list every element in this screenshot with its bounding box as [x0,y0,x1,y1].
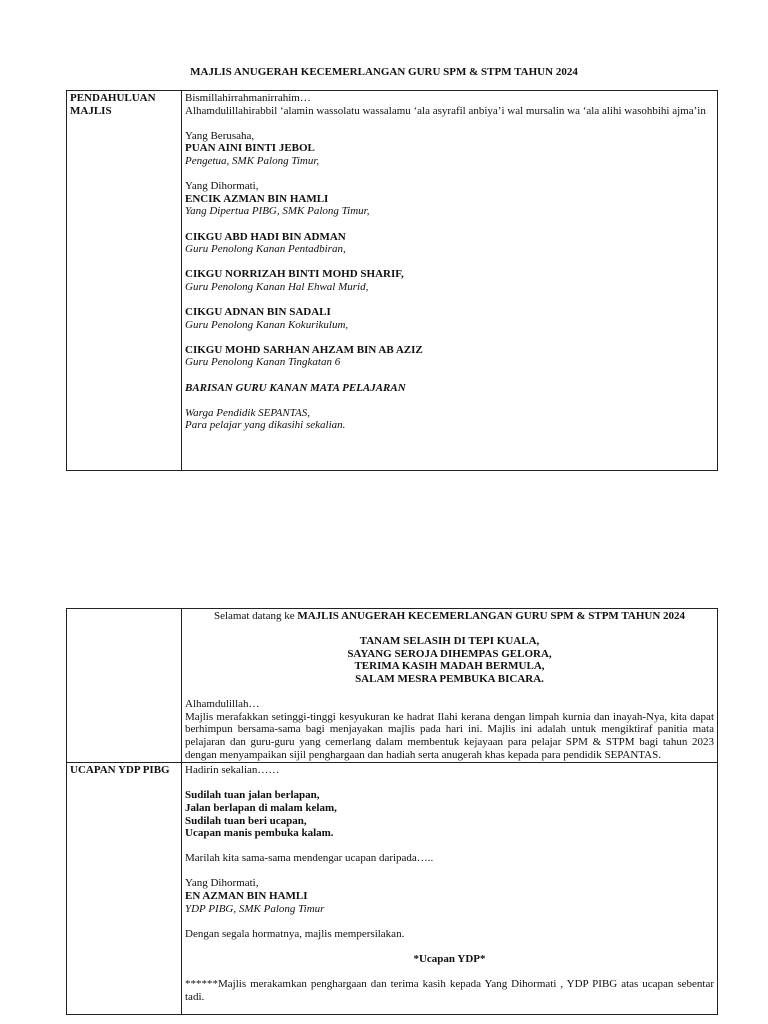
greeting-name: CIKGU MOHD SARHAN AHZAM BIN AB AZIZ [185,343,423,356]
hadirin-line: Hadirin sekalian…… [185,764,280,777]
pantun-line: Sudilah tuan jalan berlapan, [185,789,320,802]
pantun-line: TERIMA KASIH MADAH BERMULA, [354,660,545,673]
greeting-role: Guru Penolong Kanan Hal Ehwal Murid, [185,280,369,293]
opening-alhamdulillah: Alhamdulillahirabbil ‘alamin wassolatu wassalamu ‘ala asyrafil anbiya’i wal mursalin wa ‘ala alihi wasohbihi ajma’in [185,104,706,117]
invite-line: Marilah kita sama-sama mendengar ucapan daripada….. [185,852,434,865]
welcome-line [185,610,714,623]
section-label-empty [67,609,182,763]
greeting-role: Guru Penolong Kanan Kokurikulum, [185,318,349,331]
greeting-name: PUAN AINI BINTI JEBOL [185,142,315,155]
section-content-ucapan [182,763,718,1015]
greeting-prefix: Yang Dihormati, [185,180,259,193]
section-content-pendahuluan [182,91,718,471]
alhamdulillah-line: Alhamdulillah… [185,698,260,711]
pantun-line: TANAM SELASIH DI TEPI KUALA, [359,635,540,648]
pantun-line: Ucapan manis pembuka kalam. [185,827,334,840]
section-label-ucapan: UCAPAN YDP PIBG [67,763,182,1015]
document-title: MAJLIS ANUGERAH KECEMERLANGAN GURU SPM & STPM TAHUN 2024 [190,66,578,78]
section-label-pendahuluan: PENDAHULUAN MAJLIS [67,91,182,471]
ucapan-marker: *Ucapan YDP* [413,953,486,966]
greeting-pelajar: Para pelajar yang dikasihi sekalian. [185,419,346,432]
section-pendahuluan-table [66,90,718,471]
speaker-prefix: Yang Dihormati, [185,877,259,890]
opening-bismillah: Bismillahirrahmanirrahim… [185,92,311,104]
pantun-line: Jalan berlapan di malam kelam, [185,801,337,814]
greeting-prefix: Yang Berusaha, [185,129,255,142]
greeting-role: Yang Dipertua PIBG, SMK Palong Timur, [185,205,370,218]
speaker-name: EN AZMAN BIN HAMLI [185,890,308,903]
welcome-paragraph: Majlis merafakkan setinggi-tinggi kesyukuran ke hadrat Ilahi kerana dengan limpah kurnia dan inayah-Nya, kita dapat berhimpun bersama-sama bagi menjayakan majlis pada hari ini. Majlis ini adalah untuk mengiktiraf panitia mata pelajaran dan guru-guru yang cemerlang dalam membentuk kejayaan para pelajar SPM & STPM bagi tahun 2023 dengan menyampaikan sijil penghargaan dan hadiah serta anugerah khas kepada para pendidik SEPANTAS. [185,710,714,761]
greeting-role: Pengetua, SMK Palong Timur, [185,154,320,167]
closing-line: ******Majlis merakamkan penghargaan dan terima kasih kepada Yang Dihormati , YDP PIBG atas ucapan sebentar tadi. [185,978,714,1003]
greeting-name: CIKGU NORRIZAH BINTI MOHD SHARIF, [185,268,404,281]
greeting-warga: Warga Pendidik SEPANTAS, [185,406,310,419]
pantun-line: SAYANG SEROJA DIHEMPAS GELORA, [347,647,552,660]
welcome-event: MAJLIS ANUGERAH KECEMERLANGAN GURU SPM & STPM TAHUN 2024 [297,610,686,622]
greeting-name: CIKGU ABD HADI BIN ADMAN [185,230,346,243]
welcome-prefix: Selamat datang ke [213,610,298,622]
greeting-barisan: BARISAN GURU KANAN MATA PELAJARAN [185,381,406,394]
greeting-role: Guru Penolong Kanan Pentadbiran, [185,243,346,256]
section-content-welcome [182,609,718,763]
section-ucapan-table [66,608,718,1015]
pantun-line: SALAM MESRA PEMBUKA BICARA. [355,672,544,685]
speaker-role: YDP PIBG, SMK Palong Timur [185,902,325,915]
greeting-name: CIKGU ADNAN BIN SADALI [185,306,331,319]
greeting-name: ENCIK AZMAN BIN HAMLI [185,192,329,205]
greeting-role: Guru Penolong Kanan Tingkatan 6 [185,356,341,369]
mempersilakan-line: Dengan segala hormatnya, majlis mempersilakan. [185,927,405,940]
pantun-line: Sudilah tuan beri ucapan, [185,814,307,827]
